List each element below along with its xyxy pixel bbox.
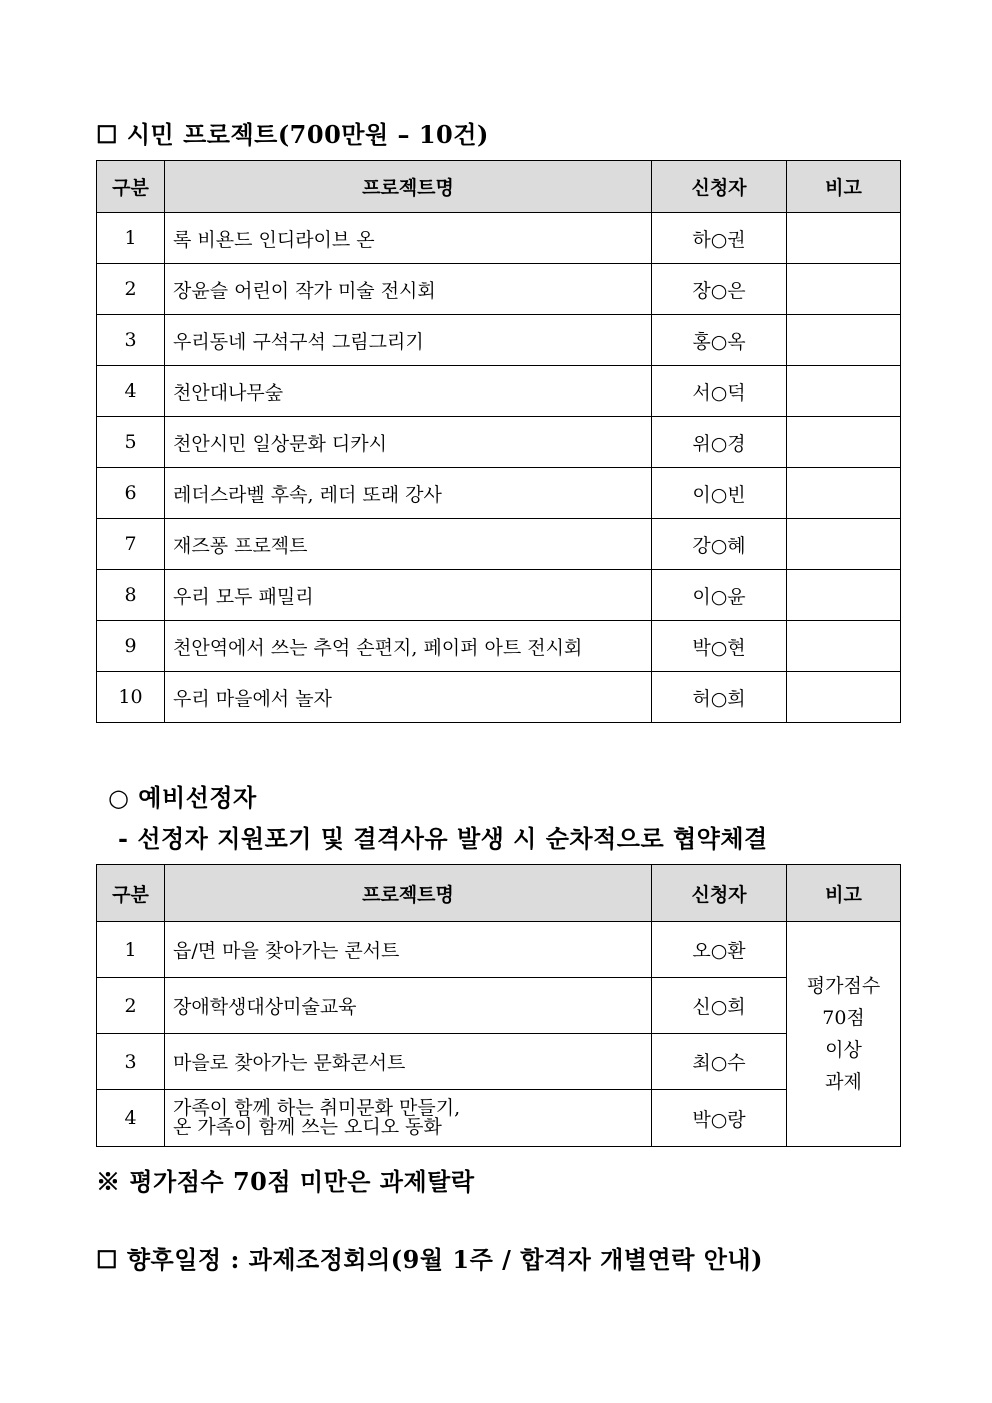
table-row [97, 672, 901, 723]
header-no: 구분 [97, 865, 165, 922]
evaluation-note [787, 922, 901, 1147]
table-row [97, 1034, 901, 1090]
row-applicant: 장○은 [652, 264, 787, 315]
table-row [97, 621, 901, 672]
row-applicant: 서○덕 [652, 366, 787, 417]
row-project-name: 장윤슬 어린이 작가 미술 전시회 [165, 264, 652, 315]
section2-subheading: - 선정자 지원포기 및 결격사유 발생 시 순차적으로 협약체결 [118, 824, 768, 853]
note-line: 70점 [822, 1007, 865, 1029]
row-note [787, 366, 901, 417]
row-project-name: 레더스라벨 후속, 레더 또래 강사 [165, 468, 652, 519]
row-note [787, 213, 901, 264]
row-applicant: 하○권 [652, 213, 787, 264]
row-note [787, 315, 901, 366]
footnote: ※ 평가점수 70점 미만은 과제탈락 [96, 1167, 475, 1196]
row-project-name [165, 1090, 652, 1147]
row-project-name: 우리 모두 패밀리 [165, 570, 652, 621]
row-note [787, 468, 901, 519]
row-no: 3 [97, 1034, 165, 1090]
header-note: 비고 [787, 865, 901, 922]
row-note [787, 672, 901, 723]
table-row [97, 366, 901, 417]
table-row [97, 519, 901, 570]
header-project-name: 프로젝트명 [165, 865, 652, 922]
row-applicant: 오○환 [652, 922, 787, 978]
row-applicant: 허○희 [652, 672, 787, 723]
row-no: 10 [97, 672, 165, 723]
reserve-project-table [96, 864, 901, 1147]
table-row [97, 264, 901, 315]
row-no: 4 [97, 1090, 165, 1147]
row-applicant: 강○혜 [652, 519, 787, 570]
table-row [97, 978, 901, 1034]
row-no: 8 [97, 570, 165, 621]
row-note [787, 570, 901, 621]
row-no: 1 [97, 922, 165, 978]
row-no: 2 [97, 978, 165, 1034]
row-applicant: 홍○옥 [652, 315, 787, 366]
row-no: 4 [97, 366, 165, 417]
row-no: 1 [97, 213, 165, 264]
row-no: 6 [97, 468, 165, 519]
header-project-name: 프로젝트명 [165, 161, 652, 213]
row-applicant: 최○수 [652, 1034, 787, 1090]
section1-heading: ☐ 시민 프로젝트(700만원 – 10건) [96, 120, 489, 149]
row-project-name: 록 비욘드 인디라이브 온 [165, 213, 652, 264]
row-no: 2 [97, 264, 165, 315]
note-line: 이상 [825, 1039, 862, 1061]
project-name-line: 온 가족이 함께 쓰는 오디오 동화 [173, 1116, 442, 1138]
row-project-name: 천안역에서 쓰는 추억 손편지, 페이퍼 아트 전시회 [165, 621, 652, 672]
header-note: 비고 [787, 161, 901, 213]
row-applicant: 이○윤 [652, 570, 787, 621]
row-no: 7 [97, 519, 165, 570]
note-line: 평가점수 [806, 975, 881, 997]
row-project-name: 우리동네 구석구석 그림그리기 [165, 315, 652, 366]
row-applicant: 이○빈 [652, 468, 787, 519]
row-applicant: 박○랑 [652, 1090, 787, 1147]
schedule: ☐ 향후일정 : 과제조정회의(9월 1주 / 합격자 개별연락 안내) [96, 1245, 763, 1274]
row-project-name: 우리 마을에서 놀자 [165, 672, 652, 723]
table-row [97, 315, 901, 366]
header-no: 구분 [97, 161, 165, 213]
table-row [97, 922, 901, 978]
row-note [787, 519, 901, 570]
row-applicant: 위○경 [652, 417, 787, 468]
note-line: 과제 [825, 1071, 862, 1093]
table-row [97, 1090, 901, 1147]
row-note [787, 417, 901, 468]
row-no: 9 [97, 621, 165, 672]
row-project-name: 천안대나무숲 [165, 366, 652, 417]
row-no: 5 [97, 417, 165, 468]
header-applicant: 신청자 [652, 865, 787, 922]
row-project-name: 읍/면 마을 찾아가는 콘서트 [165, 922, 652, 978]
row-applicant: 신○희 [652, 978, 787, 1034]
row-note [787, 621, 901, 672]
table-row [97, 468, 901, 519]
header-applicant: 신청자 [652, 161, 787, 213]
section2-heading: ○ 예비선정자 [108, 783, 257, 812]
row-project-name: 재즈퐁 프로젝트 [165, 519, 652, 570]
row-project-name: 장애학생대상미술교육 [165, 978, 652, 1034]
row-note [787, 264, 901, 315]
row-project-name: 천안시민 일상문화 디카시 [165, 417, 652, 468]
row-project-name: 마을로 찾아가는 문화콘서트 [165, 1034, 652, 1090]
table-row [97, 213, 901, 264]
row-no: 3 [97, 315, 165, 366]
row-applicant: 박○현 [652, 621, 787, 672]
table-row [97, 417, 901, 468]
project-name-line: 가족이 함께 하는 취미문화 만들기, [173, 1097, 461, 1119]
citizen-project-table [96, 160, 901, 723]
table-row [97, 570, 901, 621]
